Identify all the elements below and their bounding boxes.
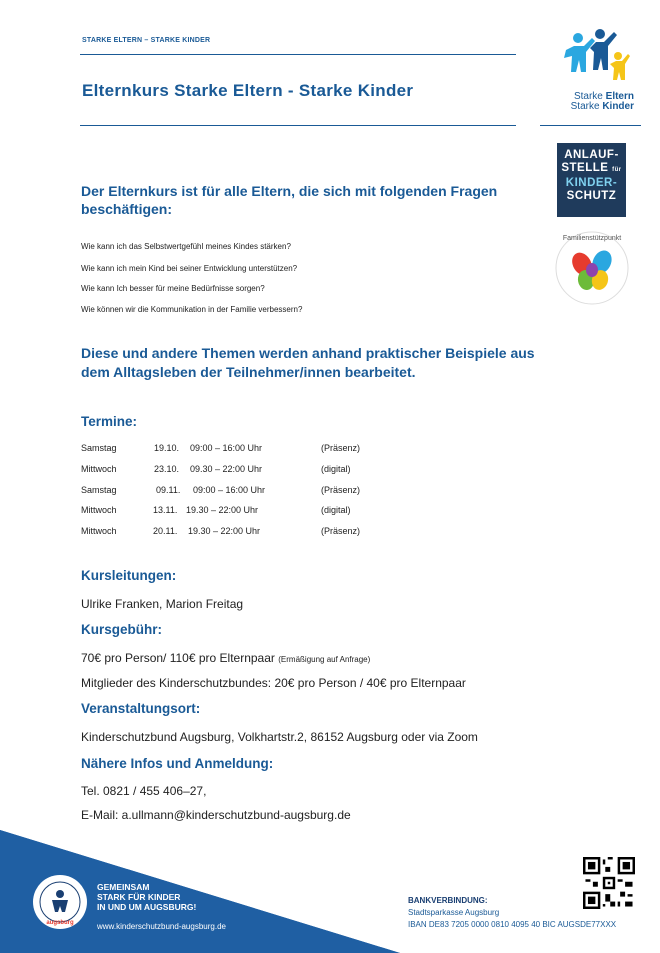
- termin-time: 19.30 – 22:00 Uhr: [188, 526, 261, 536]
- termin-time: 09:00 – 16:00 Uhr: [190, 443, 263, 453]
- kursgebuehr-heading: Kursgebühr:: [81, 622, 162, 637]
- footer-slogan-3: IN UND UM AUGSBURG!: [97, 902, 197, 912]
- termine-heading: Termine:: [81, 414, 138, 429]
- question-3: Wie kann Ich besser für meine Bedürfnisse sorgen?: [81, 284, 265, 293]
- termin-time: 19.30 – 22:00 Uhr: [186, 505, 259, 515]
- termin-row: [81, 443, 401, 455]
- kursgebuehr-price: 70€ pro Person/ 110€ pro Elternpaar: [81, 651, 275, 665]
- ort-text: Kinderschutzbund Augsburg, Volkhartstr.2, 86152 Augsburg oder via Zoom: [81, 730, 478, 744]
- termin-mode: (Präsenz): [321, 526, 361, 536]
- infos-email[interactable]: E-Mail: a.ullmann@kinderschutzbund-augsburg.de: [81, 808, 351, 822]
- question-2: Wie kann ich mein Kind bei seiner Entwicklung unterstützen?: [81, 264, 298, 273]
- anlauf-line2-wrap: [561, 162, 622, 177]
- question-4: Wie können wir die Kommunikation in der Familie verbessern?: [81, 305, 303, 314]
- termin-date: 19.10.: [154, 443, 180, 453]
- kursgebuehr-line2: Mitglieder des Kinderschutzbundes: 20€ pro Person / 40€ pro Elternpaar: [81, 676, 466, 690]
- header-kicker: STARKE ELTERN – STARKE KINDER: [82, 37, 211, 44]
- termin-date: 20.11.: [153, 526, 178, 536]
- anlauf-line3: KINDER-: [565, 177, 618, 189]
- footer-slogan-1: GEMEINSAM: [97, 882, 150, 892]
- termin-day: Mittwoch: [81, 505, 117, 515]
- kursgebuehr-note: (Ermäßigung auf Anfrage): [278, 655, 371, 664]
- anlaufstelle-logo: [557, 143, 626, 217]
- termin-row: [81, 464, 401, 476]
- termin-row: [81, 526, 401, 538]
- infos-heading: Nähere Infos und Anmeldung:: [81, 756, 274, 771]
- termin-date: 23.10.: [154, 464, 180, 474]
- termin-mode: (Präsenz): [321, 443, 361, 453]
- intro-heading: Der Elternkurs ist für alle Eltern, die sich mit folgenden Fragen beschäftigen:: [81, 183, 498, 217]
- bank-heading: BANKVERBINDUNG:: [408, 896, 488, 905]
- question-1: Wie kann ich das Selbstwertgefühl meines Kindes stärken?: [81, 242, 291, 251]
- page-title: Elternkurs Starke Eltern - Starke Kinder: [82, 81, 414, 100]
- familienstuetzpunkt-logo-icon: [552, 226, 632, 306]
- logo-word-starke-2: Starke: [570, 101, 600, 112]
- qr-code-icon[interactable]: [583, 857, 635, 909]
- termin-day: Mittwoch: [81, 526, 117, 536]
- anlauf-line2: STELLE: [561, 162, 609, 174]
- logo-word-eltern: Eltern: [605, 91, 634, 102]
- termin-date: 13.11.: [153, 505, 178, 515]
- kursgebuehr-line1: [81, 651, 370, 665]
- anlauf-fuer: für: [612, 167, 622, 173]
- logo-word-starke-1: Starke: [573, 91, 603, 102]
- termin-day: Samstag: [81, 443, 117, 453]
- logo-rule: [540, 125, 641, 126]
- termin-mode: (Präsenz): [321, 485, 361, 495]
- footer-slogan-2: STARK FÜR KINDER: [97, 892, 181, 902]
- header-rule-top: [80, 54, 516, 55]
- ort-heading: Veranstaltungsort:: [81, 701, 201, 716]
- header-rule-bottom: [80, 125, 516, 126]
- kursleitungen-heading: Kursleitungen:: [81, 568, 177, 583]
- termin-date: 09.11.: [156, 485, 181, 495]
- infos-tel: Tel. 0821 / 455 406–27,: [81, 784, 207, 798]
- termin-row: [81, 505, 401, 517]
- footer-slogan: [97, 882, 196, 912]
- themen-text: Diese und andere Themen werden anhand praktischer Beispiele aus dem Alltagsleben der Teilnehmer/innen bearbeitet.: [81, 345, 535, 380]
- svg-text:augsburg: augsburg: [46, 920, 74, 926]
- logo-word-kinder: Kinder: [602, 101, 634, 112]
- termin-mode: (digital): [321, 505, 351, 515]
- starke-eltern-logo-text: [549, 92, 634, 112]
- termin-time: 09.30 – 22:00 Uhr: [190, 464, 263, 474]
- termin-time: 09:00 – 16:00 Uhr: [193, 485, 266, 495]
- termin-day: Mittwoch: [81, 464, 117, 474]
- bank-name: Stadtsparkasse Augsburg: [408, 908, 500, 917]
- familien-logo-text: Familienstützpunkt: [562, 235, 622, 242]
- kursleitungen-names: Ulrike Franken, Marion Freitag: [81, 597, 244, 611]
- termin-day: Samstag: [81, 485, 117, 495]
- termin-mode: (digital): [321, 464, 351, 474]
- anlauf-line1: ANLAUF-: [564, 149, 619, 161]
- footer-website-link[interactable]: www.kinderschutzbund-augsburg.de: [97, 922, 226, 931]
- bank-details: IBAN DE83 7205 0000 0810 4095 40 BIC AUGSDE77XXX: [408, 920, 617, 929]
- anlauf-line4: SCHUTZ: [566, 190, 617, 202]
- kinderschutzbund-logo-icon: [32, 874, 88, 930]
- termin-row: [81, 485, 401, 497]
